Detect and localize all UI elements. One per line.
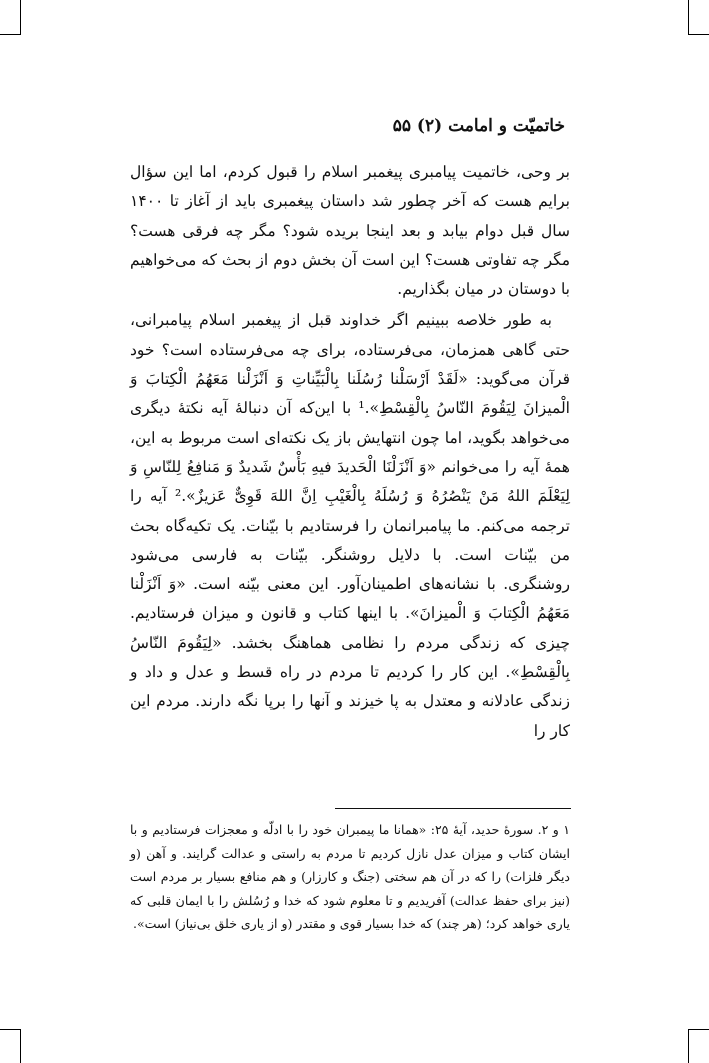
footnotes — [130, 818, 570, 936]
running-header — [0, 114, 565, 138]
crop-mark-bottom-left-h — [0, 1029, 21, 1030]
crop-mark-bottom-left — [20, 1029, 21, 1063]
footnote-1: ۱ و ۲. سورهٔ حدید، آیهٔ ۲۵: «همانا ما پیمبران خود را با ادلّه و معجزات فرستادیم و با ایشان کتاب و میزان عدل نازل کردیم تا مردم به راستی و عدالت گرایند. و آهن (و دیگر فلزات) را که در آن هم سختی (جنگ و کارزار) و هم منافع بسیار بر مردم است (نیز برای حفظ عدالت) آفریدیم و تا معلوم شود که خدا و رُسُلش را با ایمان قلبی که یاری خواهد کرد؛ (هر چند) که خدا بسیار قوی و مقتدر (و از یاری خلق بی‌نیاز) است». — [130, 822, 570, 931]
crop-mark-top-left — [20, 0, 21, 34]
crop-mark-bottom-right-h — [688, 1029, 709, 1030]
header-title: خاتمیّت و امامت (۲) — [416, 116, 565, 136]
paragraph-1: بر وحی، خاتمیت پیامبری پیغمبر اسلام را قبول کردم، اما این سؤال برایم هست که آخر چطور شد داستان پیغمبری باید از آغاز تا ۱۴۰۰ سال قبل دوام بیابد و بعد اینجا بریده شود؟ مگر چه فرقی هست؟ مگر چه تفاوتی هست؟ این است آن بخش دوم از بحث که می‌خواهیم با دوستان در میان بگذاریم. — [130, 163, 570, 299]
crop-mark-bottom-right — [688, 1029, 689, 1063]
paragraph-2: به طور خلاصه ببینیم اگر خداوند قبل از پیغمبر اسلام پیامبرانی، حتی گاهی همزمان، می‌فرستاده، برای چه می‌فرستاده است؟ خود قرآن می‌گوید: «لَقَدْ اَرْسَلْنا رُسُلَنا بِالْبَیِّناتِ وَ اَنْزَلْنا مَعَهُمُ الْکِتابَ وَ الْمیزانَ لِیَقُومَ النّاسُ بِالْقِسْطِ».¹ با این‌که آن دنبالهٔ آیه نکتهٔ دیگری می‌خواهد بگوید، اما چون انتهایش باز یک نکته‌ای است مربوط به این، همهٔ آیه را می‌خوانم «وَ اَنْزَلْنَا الْحَدیدَ فیهِ بَأْسٌ شَدیدٌ وَ مَنافِعُ لِلنّاسِ وَ لِیَعْلَمَ اللهُ مَنْ یَنْصُرُهُ وَ رُسُلَهُ بِالْغَیْبِ اِنَّ اللهَ قَوِیٌّ عَزیزٌ».² آیه را ترجمه می‌کنم. ما پیامبرانمان را فرستادیم با بیّنات. یک تکیه‌گاه بحث من بیّنات است. با دلایل روشنگر. بیّنات به فارسی می‌شود روشنگری. با نشانه‌های اطمینان‌آور. این معنی بیّنه است. «وَ اَنْزَلْنا مَعَهُمُ الْکِتابَ وَ الْمیزانَ». با اینها کتاب و قانون و میزان فرستادیم. چیزی که زندگی مردم را نظامی هماهنگ بخشد. «لِیَقُومَ النّاسُ بِالْقِسْطِ». این کار را کردیم تا مردم در راه قسط و عدل و داد و زندگی عادلانه و معتدل به پا خیزند و آنها را برپا نگه دارند. مردم این کار را — [130, 311, 570, 740]
main-text — [130, 158, 570, 746]
crop-mark-top-right-h — [688, 34, 709, 35]
footnote-divider — [335, 808, 571, 809]
crop-mark-top-left-h — [0, 34, 21, 35]
page-number: ۵۵ — [392, 116, 411, 136]
crop-mark-top-right — [688, 0, 689, 34]
